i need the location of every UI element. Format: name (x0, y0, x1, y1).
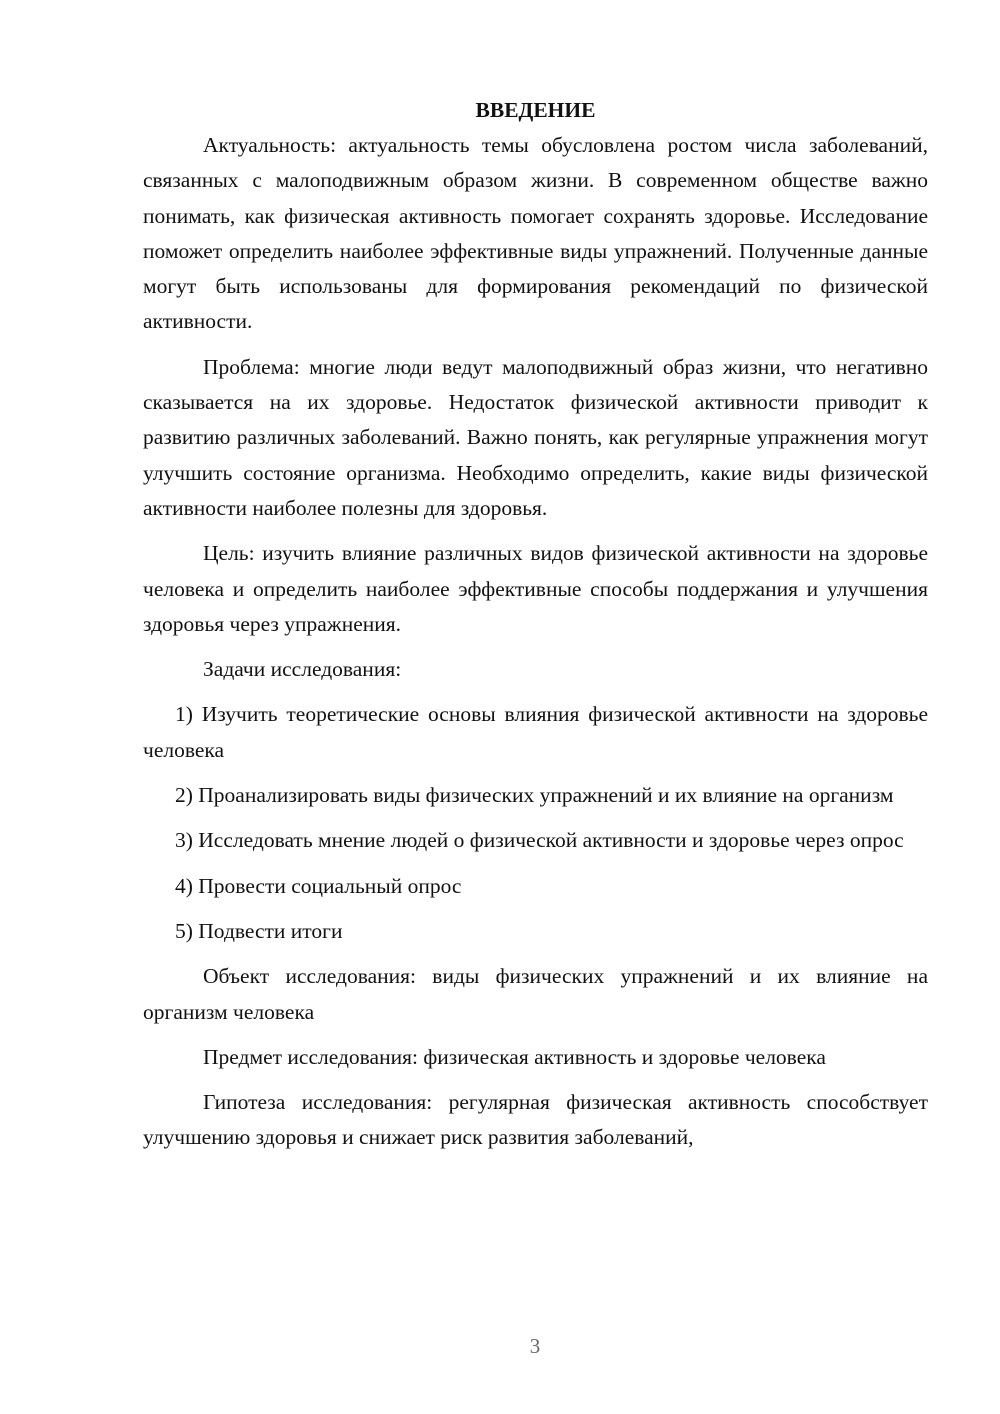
task-item: 4) Провести социальный опрос (175, 873, 462, 898)
section-heading: ВВЕДЕНИЕ (475, 98, 596, 122)
task-item: 2) Проанализировать виды физических упражнений и их влияние на организм (175, 783, 894, 808)
page-content (143, 92, 928, 1166)
goal-paragraph: Цель: изучить влияние различных видов физической активности на здоровье человека и определить наиболее эффективные способы поддержания и улучшения здоровья через упражнения. (143, 541, 928, 636)
subject-paragraph: Предмет исследования: физическая активность и здоровье человека (203, 1044, 826, 1069)
task-item: 5) Подвести итоги (175, 918, 343, 943)
problem-paragraph: Проблема: многие люди ведут малоподвижный образ жизни, что негативно сказывается на их здоровье. Недостаток физической активности приводит к развитию различных заболеваний. Важно понять, как регулярные упражнения могут улучшить состояние организма. Необходимо определить, какие виды физической активности наиболее полезны для здоровья. (143, 354, 928, 520)
task-item: 1) Изучить теоретические основы влияния физической активности на здоровье человека (143, 702, 928, 762)
relevance-paragraph: Актуальность: актуальность темы обусловлена ростом числа заболеваний, связанных с малоподвижным образом жизни. В современном обществе важно понимать, как физическая активность помогает сохранять здоровье. Исследование поможет определить наиболее эффективные виды упражнений. Полученные данные могут быть использованы для формирования рекомендаций по физической активности. (143, 133, 928, 334)
object-paragraph: Объект исследования: виды физических упражнений и их влияние на организм человека (143, 964, 928, 1024)
tasks-heading: Задачи исследования: (203, 657, 402, 682)
task-item: 3) Исследовать мнение людей о физической активности и здоровье через опрос (175, 828, 904, 853)
page-number: 3 (529, 1334, 541, 1358)
hypothesis-paragraph: Гипотеза исследования: регулярная физическая активность способствует улучшению здоровья и снижает риск развития заболеваний, (143, 1090, 928, 1150)
